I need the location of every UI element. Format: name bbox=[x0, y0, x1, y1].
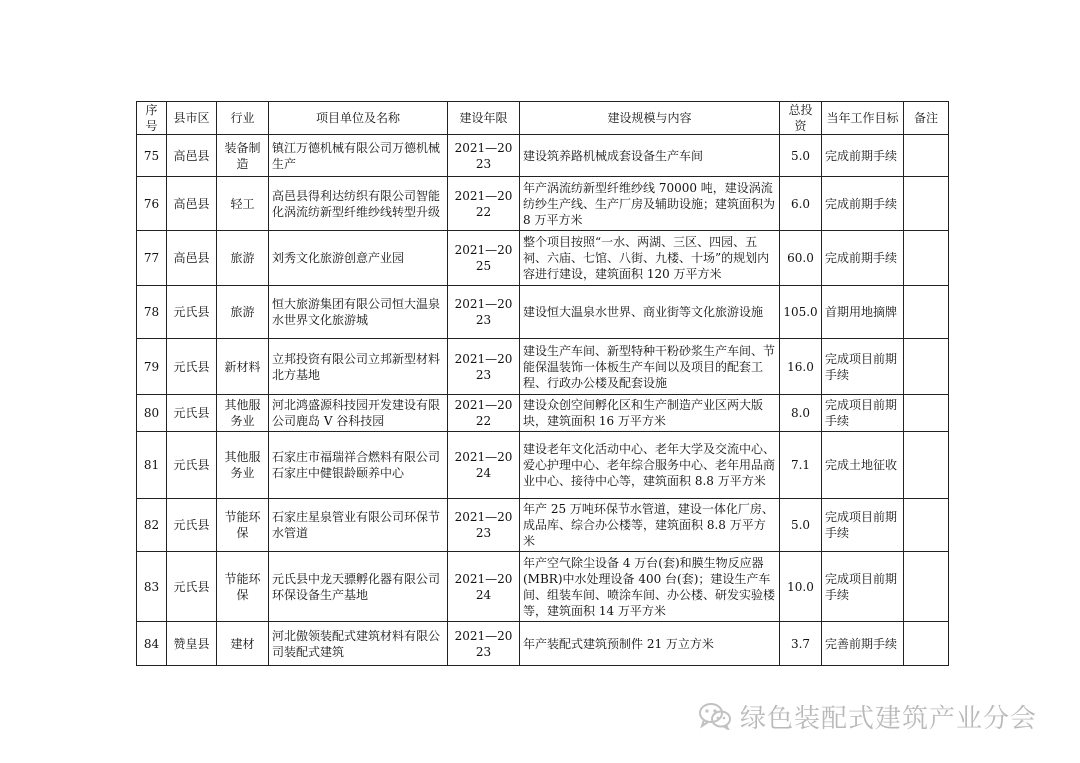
table-row bbox=[137, 432, 949, 499]
cell-county: 高邑县 bbox=[167, 231, 217, 286]
cell-industry: 轻工 bbox=[217, 177, 269, 231]
cell-county: 高邑县 bbox=[167, 177, 217, 231]
cell-period: 2021—2023 bbox=[448, 622, 520, 666]
cell-goal: 完成土地征收 bbox=[822, 432, 904, 499]
project-table-sheet bbox=[136, 101, 949, 666]
cell-seq: 76 bbox=[137, 177, 167, 231]
cell-seq: 79 bbox=[137, 339, 167, 395]
table-row bbox=[137, 552, 949, 622]
cell-period: 2021—2024 bbox=[448, 432, 520, 499]
cell-seq: 84 bbox=[137, 622, 167, 666]
cell-goal: 首期用地摘牌 bbox=[822, 286, 904, 339]
cell-scope: 建设筑养路机械成套设备生产车间 bbox=[520, 135, 780, 177]
table-row bbox=[137, 395, 949, 432]
cell-investment: 8.0 bbox=[780, 395, 822, 432]
cell-county: 赞皇县 bbox=[167, 622, 217, 666]
header-project: 项目单位及名称 bbox=[269, 102, 448, 135]
cell-scope: 年产涡流纺新型纤维纱线 70000 吨，建设涡流纺纱生产线、生产厂房及辅助设施；建筑面积为 8 万平方米 bbox=[520, 177, 780, 231]
cell-note bbox=[904, 286, 949, 339]
cell-project: 高邑县得利达纺织有限公司智能化涡流纺新型纤维纱线转型升级 bbox=[269, 177, 448, 231]
cell-goal: 完成项目前期手续 bbox=[822, 499, 904, 552]
cell-county: 元氏县 bbox=[167, 432, 217, 499]
cell-scope: 建设生产车间、新型特种干粉砂浆生产车间、节能保温装饰一体板生产车间以及项目的配套工程、行政办公楼及配套设施 bbox=[520, 339, 780, 395]
table-header-row bbox=[137, 102, 949, 135]
cell-seq: 78 bbox=[137, 286, 167, 339]
cell-county: 元氏县 bbox=[167, 286, 217, 339]
cell-goal: 完成项目前期手续 bbox=[822, 395, 904, 432]
table-row bbox=[137, 286, 949, 339]
cell-industry: 装备制造 bbox=[217, 135, 269, 177]
cell-goal: 完成前期手续 bbox=[822, 177, 904, 231]
cell-project: 恒大旅游集团有限公司恒大温泉水世界文化旅游城 bbox=[269, 286, 448, 339]
cell-period: 2021—2024 bbox=[448, 552, 520, 622]
cell-period: 2021—2022 bbox=[448, 177, 520, 231]
cell-investment: 5.0 bbox=[780, 499, 822, 552]
cell-goal: 完成项目前期手续 bbox=[822, 339, 904, 395]
watermark-text: 绿色装配式建筑产业分会 bbox=[740, 703, 1038, 734]
cell-investment: 5.0 bbox=[780, 135, 822, 177]
project-table bbox=[136, 101, 949, 666]
watermark bbox=[698, 698, 1037, 734]
cell-project: 河北傲领装配式建筑材料有限公司装配式建筑 bbox=[269, 622, 448, 666]
cell-project: 刘秀文化旅游创意产业园 bbox=[269, 231, 448, 286]
cell-industry: 节能环保 bbox=[217, 499, 269, 552]
cell-note bbox=[904, 499, 949, 552]
cell-industry: 旅游 bbox=[217, 286, 269, 339]
cell-goal: 完成项目前期手续 bbox=[822, 552, 904, 622]
cell-investment: 6.0 bbox=[780, 177, 822, 231]
cell-goal: 完成前期手续 bbox=[822, 135, 904, 177]
header-industry: 行业 bbox=[217, 102, 269, 135]
cell-note bbox=[904, 552, 949, 622]
cell-seq: 80 bbox=[137, 395, 167, 432]
cell-project: 元氏县中龙天骠孵化器有限公司环保设备生产基地 bbox=[269, 552, 448, 622]
header-note: 备注 bbox=[904, 102, 949, 135]
cell-period: 2021—2022 bbox=[448, 395, 520, 432]
cell-period: 2021—2025 bbox=[448, 231, 520, 286]
cell-scope: 建设老年文化活动中心、老年大学及交流中心、爱心护理中心、老年综合服务中心、老年用品商业中心、接待中心等，建筑面积 8.8 万平方米 bbox=[520, 432, 780, 499]
cell-industry: 建材 bbox=[217, 622, 269, 666]
cell-project: 石家庄市福瑞祥合燃料有限公司石家庄中健银龄颐养中心 bbox=[269, 432, 448, 499]
table-row bbox=[137, 499, 949, 552]
cell-note bbox=[904, 135, 949, 177]
cell-investment: 60.0 bbox=[780, 231, 822, 286]
cell-industry: 其他服务业 bbox=[217, 395, 269, 432]
cell-industry: 其他服务业 bbox=[217, 432, 269, 499]
cell-investment: 16.0 bbox=[780, 339, 822, 395]
header-scope: 建设规模与内容 bbox=[520, 102, 780, 135]
cell-county: 元氏县 bbox=[167, 552, 217, 622]
cell-project: 立邦投资有限公司立邦新型材料北方基地 bbox=[269, 339, 448, 395]
header-county: 县市区 bbox=[167, 102, 217, 135]
cell-seq: 82 bbox=[137, 499, 167, 552]
table-row bbox=[137, 135, 949, 177]
header-goal: 当年工作目标 bbox=[822, 102, 904, 135]
table-row bbox=[137, 177, 949, 231]
cell-note bbox=[904, 395, 949, 432]
cell-period: 2021—2023 bbox=[448, 135, 520, 177]
cell-note bbox=[904, 177, 949, 231]
header-investment: 总投资 bbox=[780, 102, 822, 135]
wechat-icon bbox=[698, 702, 732, 730]
cell-industry: 节能环保 bbox=[217, 552, 269, 622]
cell-scope: 整个项目按照“一水、两湖、三区、四园、五祠、六庙、七馆、八街、九楼、十场”的规划内容进行建设，建筑面积 120 万平方米 bbox=[520, 231, 780, 286]
cell-period: 2021—2023 bbox=[448, 499, 520, 552]
cell-note bbox=[904, 231, 949, 286]
cell-seq: 75 bbox=[137, 135, 167, 177]
cell-county: 高邑县 bbox=[167, 135, 217, 177]
cell-period: 2021—2023 bbox=[448, 286, 520, 339]
cell-scope: 年产 25 万吨环保节水管道，建设一体化厂房、成品库、综合办公楼等，建筑面积 8.8 万平方米 bbox=[520, 499, 780, 552]
cell-project: 镇江万德机械有限公司万德机械生产 bbox=[269, 135, 448, 177]
cell-note bbox=[904, 622, 949, 666]
cell-county: 元氏县 bbox=[167, 499, 217, 552]
table-row bbox=[137, 339, 949, 395]
cell-seq: 83 bbox=[137, 552, 167, 622]
cell-industry: 新材料 bbox=[217, 339, 269, 395]
cell-project: 河北鸿盛源科技园开发建设有限公司鹿岛 V 谷科技园 bbox=[269, 395, 448, 432]
cell-investment: 3.7 bbox=[780, 622, 822, 666]
cell-goal: 完善前期手续 bbox=[822, 622, 904, 666]
cell-investment: 7.1 bbox=[780, 432, 822, 499]
cell-scope: 建设众创空间孵化区和生产制造产业区两大版块，建筑面积 16 万平方米 bbox=[520, 395, 780, 432]
cell-note bbox=[904, 339, 949, 395]
cell-note bbox=[904, 432, 949, 499]
cell-period: 2021—2023 bbox=[448, 339, 520, 395]
table-row bbox=[137, 231, 949, 286]
cell-scope: 年产空气除尘设备 4 万台(套)和膜生物反应器(MBR)中水处理设备 400 台(套)；建设生产车间、组装车间、喷涂车间、办公楼、研发实验楼等，建筑面积 14 万平方米 bbox=[520, 552, 780, 622]
cell-county: 元氏县 bbox=[167, 395, 217, 432]
cell-investment: 10.0 bbox=[780, 552, 822, 622]
table-row bbox=[137, 622, 949, 666]
cell-seq: 81 bbox=[137, 432, 167, 499]
cell-county: 元氏县 bbox=[167, 339, 217, 395]
cell-investment: 105.0 bbox=[780, 286, 822, 339]
header-period: 建设年限 bbox=[448, 102, 520, 135]
header-seq: 序号 bbox=[137, 102, 167, 135]
cell-goal: 完成前期手续 bbox=[822, 231, 904, 286]
cell-scope: 建设恒大温泉水世界、商业街等文化旅游设施 bbox=[520, 286, 780, 339]
cell-project: 石家庄星泉管业有限公司环保节水管道 bbox=[269, 499, 448, 552]
cell-scope: 年产装配式建筑预制件 21 万立方米 bbox=[520, 622, 780, 666]
cell-seq: 77 bbox=[137, 231, 167, 286]
cell-industry: 旅游 bbox=[217, 231, 269, 286]
